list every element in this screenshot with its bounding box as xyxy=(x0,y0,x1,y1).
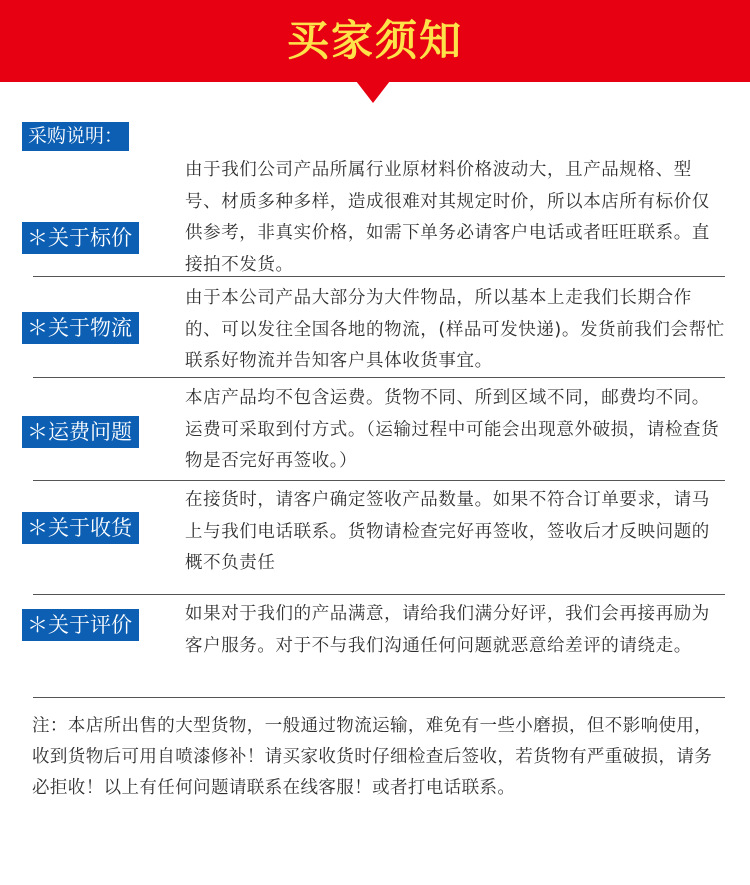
banner-pointer-arrow xyxy=(356,81,390,103)
section-label-logistics: ＊关于物流 xyxy=(22,312,139,344)
divider xyxy=(33,480,725,481)
section-label-receiving: ＊关于收货 xyxy=(22,512,139,544)
section-text-shipping-fee: 本店产品均不包含运费。货物不同、所到区域不同，邮费均不同。运费可采取到付方式。（运输过程中可能会出现意外破损，请检查货物是否完好再签收。） xyxy=(185,388,720,471)
section-text-reviews: 如果对于我们的产品满意，请给我们满分好评，我们会再接再励为客户服务。对于不与我们沟通任何问题就恶意给差评的请绕走。 xyxy=(185,604,710,656)
purchase-instructions-heading: 采购说明： xyxy=(22,122,129,151)
divider xyxy=(33,594,725,595)
section-text-pricing: 由于我们公司产品所属行业原材料价格波动大，且产品规格、型号、材质多种多样，造成很难对其规定时价，所以本店所有标价仅供参考，非真实价格，如需下单务必请客户电话或者旺旺联系。直接拍不发货。 xyxy=(185,160,710,275)
divider xyxy=(33,276,725,277)
divider xyxy=(33,697,725,698)
footer-note: 注：本店所出售的大型货物，一般通过物流运输，难免有一些小磨损，但不影响使用，收到货物后可用自喷漆修补！请买家收货时仔细检查后签收，若货物有严重破损，请务必拒收！以上有任何问题请联系在线客服！或者打电话联系。 xyxy=(32,716,713,798)
section-label-reviews: ＊关于评价 xyxy=(22,609,139,641)
section-label-pricing: ＊关于标价 xyxy=(22,222,139,254)
divider xyxy=(33,377,725,378)
section-text-logistics: 由于本公司产品大部分为大件物品，所以基本上走我们长期合作的、可以发往全国各地的物流，(样品可发快递)。发货前我们会帮忙联系好物流并告知客户具体收货事宜。 xyxy=(185,288,725,371)
section-label-shipping-fee: ＊运费问题 xyxy=(22,416,139,448)
page-title: 买家须知 xyxy=(286,16,463,65)
section-text-receiving: 在接货时，请客户确定签收产品数量。如果不符合订单要求，请马上与我们电话联系。货物请检查完好再签收，签收后才反映问题的概不负责任 xyxy=(185,490,710,573)
